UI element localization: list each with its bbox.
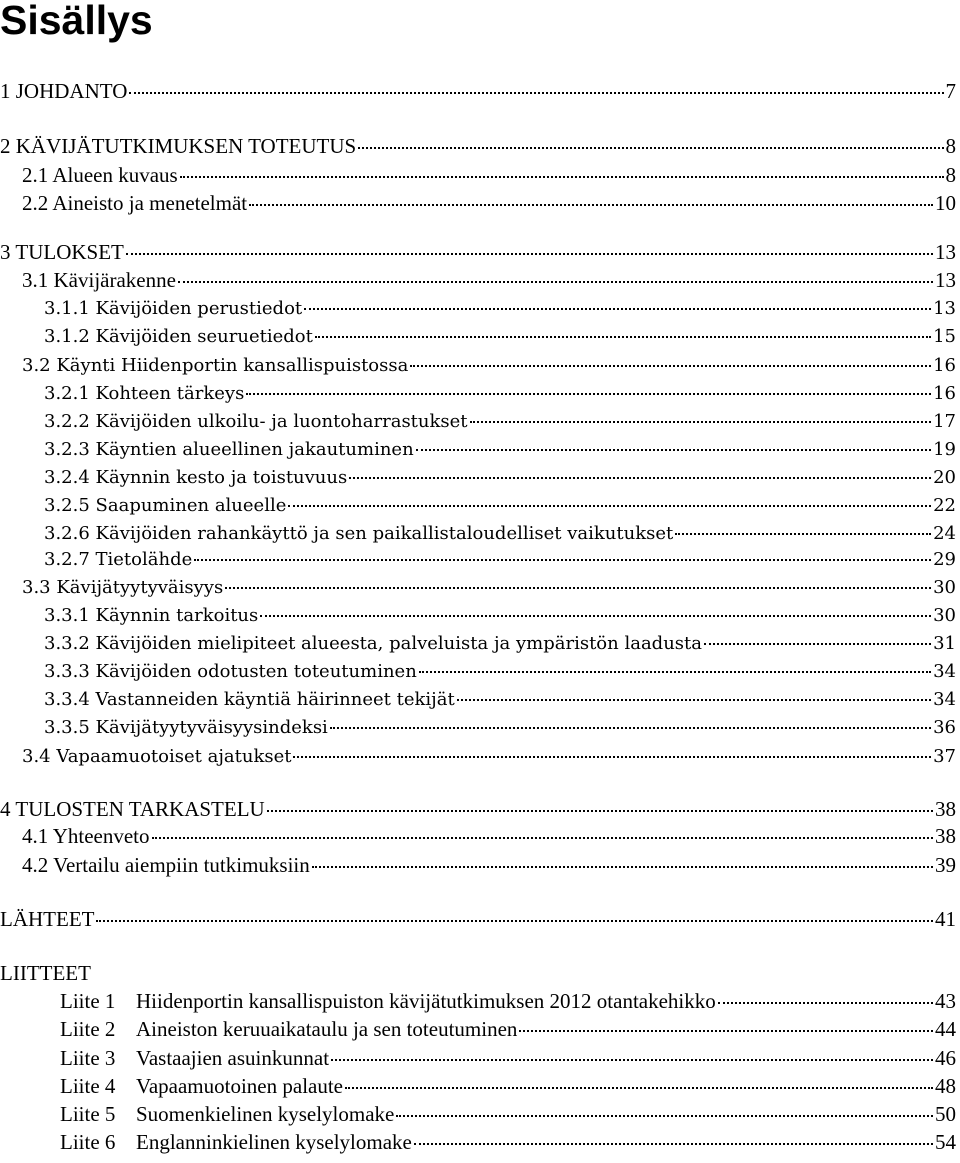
dot-leader xyxy=(416,449,931,451)
toc-entry[interactable] xyxy=(0,852,956,878)
toc-page-number: 20 xyxy=(933,467,956,488)
toc-entry-label xyxy=(60,1101,394,1127)
dot-leader xyxy=(260,615,931,617)
toc-page-number: 7 xyxy=(945,79,956,103)
dot-leader xyxy=(519,1030,933,1032)
toc-page-number: 15 xyxy=(933,326,956,347)
appendix-number: Liite 2 xyxy=(60,1017,116,1041)
dot-leader xyxy=(358,147,943,149)
dot-leader xyxy=(470,421,932,423)
toc-page-number: 46 xyxy=(935,1046,956,1070)
appendix-title: Suomenkielinen kyselylomake xyxy=(136,1102,395,1126)
toc-entry[interactable] xyxy=(0,715,956,741)
appendix-number: Liite 6 xyxy=(60,1130,116,1154)
dot-leader xyxy=(330,727,931,729)
appendix-title: Vapaamuotoinen palaute xyxy=(136,1074,344,1098)
dot-leader xyxy=(312,866,933,868)
dot-leader xyxy=(180,176,944,178)
toc-entry-label: 3.2.4 Käynnin kesto ja toistuvuus xyxy=(44,467,348,488)
toc-entry[interactable] xyxy=(0,796,956,822)
toc-page-number: 13 xyxy=(935,240,956,264)
toc-page-number: 24 xyxy=(933,523,956,544)
toc-page-number: 38 xyxy=(935,797,956,821)
toc-entry-label: 4.1 Yhteenveto xyxy=(22,824,150,848)
toc-entry[interactable] xyxy=(0,493,956,519)
toc-page-number: 10 xyxy=(935,191,956,215)
dot-leader xyxy=(349,477,931,479)
toc-entry-label xyxy=(60,1129,412,1155)
toc-entry[interactable] xyxy=(0,296,956,322)
toc-entry-label: 3.1.1 Kävijöiden perustiedot xyxy=(44,298,303,319)
dot-leader xyxy=(96,920,933,922)
toc-entry[interactable] xyxy=(0,547,956,573)
toc-page-number: 34 xyxy=(933,661,956,682)
toc-entry-label: 3.3.1 Käynnin tarkoitus xyxy=(44,605,259,626)
toc-entry[interactable] xyxy=(0,744,956,770)
toc-page-number: 16 xyxy=(933,355,956,376)
toc-page-number: 31 xyxy=(933,633,956,654)
dot-leader xyxy=(704,643,931,645)
dot-leader xyxy=(194,559,931,561)
toc-entry[interactable] xyxy=(0,162,956,188)
dot-leader xyxy=(410,365,931,367)
dot-leader xyxy=(129,92,943,94)
appendix-number: Liite 3 xyxy=(60,1046,116,1070)
toc-entry[interactable] xyxy=(0,437,956,463)
toc-entry-label: 3.1.2 Kävijöiden seuruetiedot xyxy=(44,326,313,347)
toc-page-number: 54 xyxy=(935,1130,956,1154)
toc-entry[interactable] xyxy=(0,353,956,379)
toc-page-number: 16 xyxy=(933,383,956,404)
toc-entry[interactable] xyxy=(0,1101,956,1127)
dot-leader xyxy=(315,336,931,338)
toc-entry-label: 3.2.3 Käyntien alueellinen jakautuminen xyxy=(44,439,414,460)
toc-entry[interactable] xyxy=(0,78,956,104)
dot-leader xyxy=(178,281,933,283)
toc-page-number: 48 xyxy=(935,1074,956,1098)
toc-entry xyxy=(0,960,956,986)
toc-entry[interactable] xyxy=(0,267,956,293)
toc-page-number: 13 xyxy=(933,298,956,319)
toc-page-number: 30 xyxy=(933,577,956,598)
toc-entry-label: 1 JOHDANTO xyxy=(0,79,128,103)
dot-leader xyxy=(293,756,931,758)
toc-page-number: 30 xyxy=(933,605,956,626)
toc-entry[interactable] xyxy=(0,575,956,601)
toc-entry[interactable] xyxy=(0,324,956,350)
toc-page-number: 41 xyxy=(935,907,956,931)
toc-entry[interactable] xyxy=(0,687,956,713)
toc-page-number: 50 xyxy=(935,1102,956,1126)
toc-entry-label: 3.3 Kävijätyytyväisyys xyxy=(22,577,224,598)
toc-entry-label: LÄHTEET xyxy=(0,907,95,931)
toc-entry[interactable] xyxy=(0,603,956,629)
toc-entry[interactable] xyxy=(0,659,956,685)
toc-page-number: 38 xyxy=(935,824,956,848)
toc-entry[interactable] xyxy=(0,521,956,547)
appendix-title: Hiidenportin kansallispuiston kävijätutkimuksen 2012 otantakehikko xyxy=(136,989,716,1013)
toc-page-number: 29 xyxy=(933,549,956,570)
toc-page-number: 43 xyxy=(935,989,956,1013)
toc-entry[interactable] xyxy=(0,239,956,265)
toc-entry[interactable] xyxy=(0,1016,956,1042)
dot-leader xyxy=(249,204,933,206)
toc-entry-label xyxy=(60,1016,517,1042)
dot-leader xyxy=(246,393,931,395)
toc-entry[interactable] xyxy=(0,988,956,1014)
toc-entry-label: 3.3.3 Kävijöiden odotusten toteutuminen xyxy=(44,661,417,682)
toc-entry-label: 3.2.5 Saapuminen alueelle xyxy=(44,495,287,516)
toc-entry-label: 3.1 Kävijärakenne xyxy=(22,268,176,292)
toc-entry-label: 3.2.1 Kohteen tärkeys xyxy=(44,383,245,404)
toc-entry-label: 3.2.7 Tietolähde xyxy=(44,549,193,570)
appendix-title: Vastaajien asuinkunnat xyxy=(136,1046,330,1070)
toc-page-number: 17 xyxy=(933,411,956,432)
dot-leader xyxy=(152,837,933,839)
dot-leader xyxy=(225,587,931,589)
toc-entry[interactable] xyxy=(0,381,956,407)
toc-page-number: 13 xyxy=(935,268,956,292)
appendix-title: Aineiston keruuaikataulu ja sen toteutuminen xyxy=(136,1017,518,1041)
appendix-number: Liite 1 xyxy=(60,989,116,1013)
dot-leader xyxy=(267,810,933,812)
toc-entry-label: 3 TULOKSET xyxy=(0,240,124,264)
toc-entry[interactable] xyxy=(0,409,956,435)
toc-entry-label: 2.2 Aineisto ja menetelmät xyxy=(22,191,248,215)
toc-entry-label: 4.2 Vertailu aiempiin tutkimuksiin xyxy=(22,853,310,877)
toc-entry[interactable] xyxy=(0,906,956,932)
appendix-title: Englanninkielinen kyselylomake xyxy=(136,1130,412,1154)
toc-entry[interactable] xyxy=(0,823,956,849)
dot-leader xyxy=(126,253,933,255)
appendix-number: Liite 4 xyxy=(60,1074,116,1098)
toc-page-number: 37 xyxy=(933,746,956,767)
toc-entry[interactable] xyxy=(0,190,956,216)
toc-entry-label: 2 KÄVIJÄTUTKIMUKSEN TOTEUTUS xyxy=(0,134,357,158)
toc-page-number: 8 xyxy=(945,134,956,158)
dot-leader xyxy=(718,1002,933,1004)
toc-entry-label: 3.2.2 Kävijöiden ulkoilu- ja luontoharrastukset xyxy=(44,411,468,432)
toc-entry-label xyxy=(60,1045,329,1071)
toc-entry-label: 3.3.4 Vastanneiden käyntiä häirinneet tekijät xyxy=(44,689,455,710)
toc-entry[interactable] xyxy=(0,1045,956,1071)
toc-entry[interactable] xyxy=(0,631,956,657)
toc-entry[interactable] xyxy=(0,1129,956,1155)
toc-entry[interactable] xyxy=(0,1073,956,1099)
toc-entry-label: 3.3.2 Kävijöiden mielipiteet alueesta, palveluista ja ympäristön laadusta xyxy=(44,633,702,654)
toc-entry-label: 3.3.5 Kävijätyytyväisyysindeksi xyxy=(44,717,328,738)
toc-entry-label: 2.1 Alueen kuvaus xyxy=(22,163,178,187)
toc-page-number: 8 xyxy=(945,163,956,187)
dot-leader xyxy=(414,1143,933,1145)
toc-entry-label: 3.2 Käynti Hiidenportin kansallispuistossa xyxy=(22,355,409,376)
toc-page-number: 22 xyxy=(933,495,956,516)
dot-leader xyxy=(457,699,931,701)
toc-entry-label: 3.4 Vapaamuotoiset ajatukset xyxy=(22,746,292,767)
toc-entry-label xyxy=(60,988,716,1014)
toc-entry-label xyxy=(60,1073,343,1099)
toc-page-number: 34 xyxy=(933,689,956,710)
dot-leader xyxy=(419,671,931,673)
toc-page-number: 19 xyxy=(933,439,956,460)
dot-leader xyxy=(345,1087,933,1089)
dot-leader xyxy=(331,1059,933,1061)
dot-leader xyxy=(675,533,931,535)
toc-entry[interactable] xyxy=(0,465,956,491)
dot-leader xyxy=(396,1115,933,1117)
page-title: Sisällys xyxy=(0,0,153,43)
toc-page-number: 39 xyxy=(935,853,956,877)
toc-entry-label: LIITTEET xyxy=(0,961,91,985)
dot-leader xyxy=(304,308,931,310)
toc-entry-label: 4 TULOSTEN TARKASTELU xyxy=(0,797,265,821)
dot-leader xyxy=(288,505,931,507)
toc-entry-label: 3.2.6 Kävijöiden rahankäyttö ja sen paikallistaloudelliset vaikutukset xyxy=(44,523,674,544)
toc-page-number: 44 xyxy=(935,1017,956,1041)
toc-page-number: 36 xyxy=(933,717,956,738)
appendix-number: Liite 5 xyxy=(60,1102,116,1126)
toc-entry[interactable] xyxy=(0,133,956,159)
